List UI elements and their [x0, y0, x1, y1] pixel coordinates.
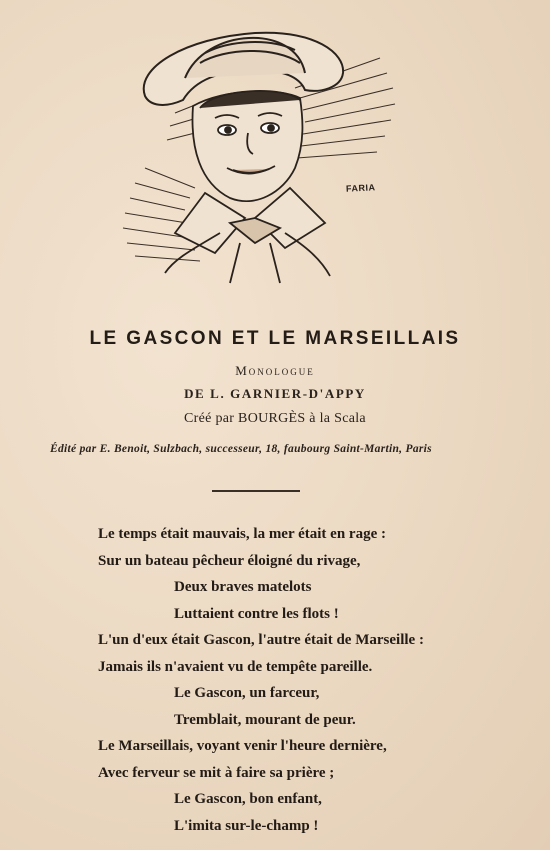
poem-line: Tremblait, mourant de peur. [174, 711, 356, 728]
publisher-line: Édité par E. Benoit, Sulzbach, successeur, 18, faubourg Saint-Martin, Paris [50, 443, 432, 455]
face [192, 91, 302, 201]
divider [212, 490, 300, 492]
collar-and-bowtie [165, 188, 330, 283]
page-title: LE GASCON ET LE MARSEILLAIS [89, 328, 461, 349]
poem-line: Le Marseillais, voyant venir l'heure dernière, [98, 738, 387, 754]
poem-verse [98, 521, 424, 839]
poem-line: Sur un bateau pêcheur éloigné du rivage, [98, 552, 361, 569]
poem-line: Jamais ils n'avaient vu de tempête pareille. [98, 658, 373, 675]
author-line: DE L. GARNIER-D'APPY [184, 386, 366, 401]
premiere-credit: Créé par BOURGÈS à la Scala [184, 411, 366, 426]
poem-line: L'un d'eux était Gascon, l'autre était de Marseille : [98, 632, 424, 648]
artist-signature: FARIA [345, 182, 376, 194]
poem-line: Le temps était mauvais, la mer était en rage : [98, 526, 386, 542]
poem-line: L'imita sur-le-champ ! [174, 817, 319, 834]
poem-line: Avec ferveur se mit à faire sa prière ; [98, 764, 335, 781]
poem-line: Deux braves matelots [174, 579, 312, 595]
poem-line: Le Gascon, bon enfant, [174, 791, 322, 807]
portrait-illustration [105, 18, 405, 288]
genre-label: Monologue [235, 363, 315, 378]
poem-line: Luttaient contre les flots ! [174, 605, 339, 622]
poem-line: Le Gascon, un farceur, [174, 685, 320, 701]
